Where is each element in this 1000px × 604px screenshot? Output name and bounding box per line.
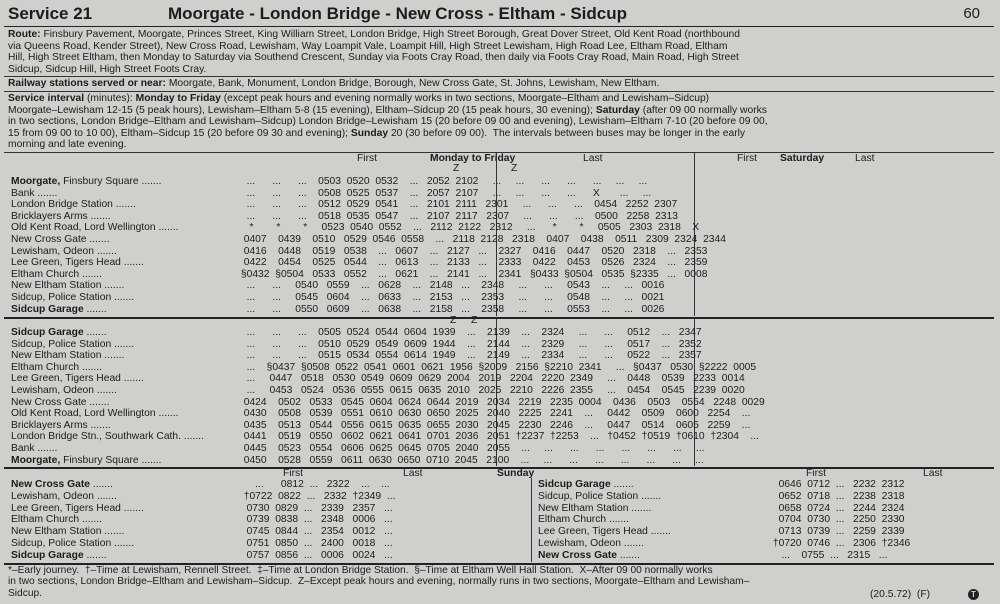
stop-name — [11, 431, 204, 443]
leader-dots: ....... — [94, 245, 117, 257]
transport-logo: T — [968, 589, 979, 600]
time-row: 0424 0502 0533 0545 0604 0624 0644 2019 2034 2219 2235 0004 0436 0503 0554 2248 0029 — [238, 396, 765, 408]
stop-name — [11, 397, 109, 409]
leader-dots: ....... — [83, 327, 107, 338]
stop-name — [11, 526, 124, 538]
leader-dots: ....... — [155, 222, 179, 234]
time-row: ... ... ... 0505 0524 0544 0604 1939 ... 2139 ... 2324 ... ... 0512 ... 2347 — [238, 327, 702, 338]
stop-label: London Bridge Stn., Southwark Cath. — [11, 431, 182, 443]
time-row: ... §0437 §0508 0522 0541 0601 0621 1956 §2009 2156 §2210 2341 ... §0437 0530 §2222 0005 — [238, 361, 757, 373]
stop-name — [11, 385, 117, 397]
stop-name — [538, 538, 644, 550]
stop-label: Eltham Church — [11, 514, 80, 526]
time-row: ... 0453 0524 0536 0555 0615 0635 2010 2025 2210 2226 2355 ... 0454 0545 2239 0020 — [238, 385, 745, 396]
stop-name — [11, 420, 111, 432]
stop-name — [11, 269, 102, 281]
service-interval: Service interval (minutes): Monday to Friday (except peak hours and evening normally works in two sections, Moorgate–Eltham and Lewisham–Sidcup) Moorgate–Lewisham 12-15 (5 peak hours), Lewisham–Eltham 5-8 (15 evening), Eltham–Sidcup 20 (15 peak hours, 30 evening); Saturday (after 09 00 normally works in two sections, London Bridge–Eltham and Lewisham–Sidcup) London Bridge–Lewisham 15 (20 before 09 00 and evening), Lewisham–Eltham 7-10 (20 before 09 00, 15 from 09 00 to 10 00), Eltham–Sidcup 15 (20 before 09 30 and evening); Sunday 20 (30 before 09 00). The intervals between buses may be longer in the early morning and late evening. — [8, 93, 768, 151]
time-row: 0430 0508 0539 0551 0610 0630 0650 2025 2040 2225 2241 ... 0442 0509 0600 2254 ... — [238, 408, 751, 420]
time-row: 0450 0528 0559 0611 0630 0650 0710 2045 2100 ... ... ... ... ... ... ... ... — [238, 454, 704, 466]
service-number: Service 21 — [8, 4, 93, 23]
stop-label: New Eltham Station — [538, 502, 629, 514]
stop-name — [11, 373, 144, 385]
page-number: 60 — [963, 5, 980, 22]
stop-label: Lewisham, Odeon — [538, 538, 621, 549]
leader-dots: ....... — [112, 199, 136, 211]
stop-name — [11, 222, 179, 234]
column-divider — [531, 478, 532, 562]
stop-name — [11, 188, 57, 200]
time-row: ... 0755 ... 2315 ... — [770, 549, 888, 561]
time-row: ... 0447 0518 0530 0549 0609 0629 2004 2019 2204 2220 2349 ... 0448 0539 2233 0014 — [238, 373, 745, 385]
stop-name — [11, 292, 134, 304]
sunday-first-heading: First — [806, 468, 827, 479]
leader-dots: ....... — [94, 490, 117, 502]
stop-name — [11, 304, 107, 316]
stop-name — [538, 550, 640, 562]
stop-name — [11, 455, 162, 467]
leader-dots: ....... — [34, 187, 58, 199]
sunday-last-heading: Last — [403, 468, 423, 479]
time-row: 0757 0856 ... 0006 0024 ... — [238, 549, 393, 561]
time-row: 0407 0439 0510 0529 0546 0558 ... 2118 2128 2318 0407 0438 0511 2309 2324 2344 — [238, 234, 726, 245]
first-heading: First — [737, 153, 758, 164]
stop-name — [11, 327, 107, 339]
stop-label: Bricklayers Arms — [11, 419, 88, 431]
stop-suffix: Finsbury Square — [60, 454, 139, 466]
leader-dots: ....... — [647, 526, 671, 538]
leader-dots: ....... — [111, 338, 135, 350]
railway-stations: Railway stations served or near: Moorgate, Bank, Monument, London Bridge, Borough, New Cross Gate, St. Johns, Lewisham, New Eltham. — [8, 78, 660, 89]
stop-label: Sidcup, Police Station — [11, 292, 112, 303]
stop-name — [11, 211, 111, 223]
leader-dots: ....... — [83, 549, 107, 561]
stop-label: Lee Green, Tigers Head — [11, 257, 121, 269]
stop-name — [538, 479, 634, 491]
date-code: (20.5.72) (F) — [870, 589, 931, 600]
route-description: Route: Finsbury Pavement, Moorgate, Princes Street, King William Street, London Bridge, High Street Borough, Great Dover Street, Old Kent Road (northbound via Queens Road, Kender Street), New Cross Road, Lewisham, Way Loampit Vale, Loampit Hill, High Street Lewisham, High Road Lee, Eltham Road, Eltham Hill, High Street Eltham, then Monday to Saturday via Southend Crescent, Sunday via Foots Cray Road, then daily via Foots Cray Road, Main Road, High Street Sidcup, Sidcup Hill, High Street Foots Cray. — [8, 29, 741, 75]
divider — [4, 317, 994, 319]
stop-name — [11, 514, 102, 526]
stop-name — [11, 350, 124, 362]
time-row: 0422 0454 0525 0544 ... 0613 ... 2133 ... 2333 0422 0453 0526 2324 ... 2359 — [238, 257, 708, 269]
stop-label: Bank — [11, 443, 35, 454]
leader-dots: ....... — [181, 431, 204, 443]
stop-name — [11, 538, 134, 550]
stop-label: Bricklayers Arms — [11, 210, 88, 222]
stop-label: Old Kent Road, Lord Wellington — [11, 222, 156, 234]
stop-name — [538, 526, 671, 538]
divider — [4, 91, 994, 92]
z-mark: Z — [471, 315, 478, 326]
stop-label: New Cross Gate — [538, 549, 617, 561]
saturday-heading: Saturday — [780, 153, 825, 164]
stop-label: Eltham Church — [11, 361, 80, 373]
leader-dots: ....... — [120, 373, 144, 385]
leader-dots: ....... — [120, 257, 144, 269]
time-row: 0441 0519 0550 0602 0621 0641 0701 2036 2051 †2237 †2253 ... †0452 †0519 †0610 †2304 ... — [238, 431, 759, 443]
time-row: ... ... 0540 0559 ... 0628 ... 2148 ... 2348 ... ... 0543 ... ... 0016 — [238, 280, 665, 292]
sunday-heading: Sunday — [497, 468, 535, 479]
time-row: 0745 0844 ... 2354 0012 ... — [238, 526, 393, 538]
time-row: ... ... 0545 0604 ... 0633 ... 2153 ... 2353 ... ... 0548 ... ... 0021 — [238, 292, 665, 303]
time-row: §0432 §0504 0533 0552 ... 0621 ... 2141 ... 2341 §0433 §0504 0535 §2335 ... 0008 — [238, 268, 708, 280]
stop-label: London Bridge Station — [11, 199, 113, 211]
stop-label: Sidcup Garage — [11, 303, 84, 315]
footnote-line: in two sections, London Bridge–Eltham and Lewisham–Sidcup. Z–Except peak hours and evening, normally runs in two sections, Moorgate–Eltham and Lewisham– — [8, 576, 750, 588]
leader-dots: ....... — [89, 479, 113, 490]
time-row: 0739 0838 ... 2348 0006 ... — [238, 514, 393, 526]
stop-label: Eltham Church — [11, 268, 80, 280]
stop-label: Sidcup, Police Station — [11, 338, 112, 350]
stop-name — [11, 443, 57, 455]
leader-dots: ....... — [83, 303, 107, 315]
leader-dots: ....... — [86, 234, 110, 245]
stop-label: Lee Green, Tigers Head — [11, 373, 121, 385]
monday-friday-heading: Monday to Friday — [430, 153, 516, 164]
stop-label: New Eltham Station — [11, 526, 102, 538]
time-row: 0730 0829 ... 2339 2357 ... — [238, 502, 393, 514]
leader-dots: ....... — [111, 292, 135, 303]
sunday-last-heading: Last — [923, 468, 943, 479]
time-row: ... ... ... 0508 0525 0537 ... 2057 2107 ... ... ... ... X ... ... — [238, 187, 652, 199]
footnote-line: Sidcup. — [8, 587, 42, 599]
stop-name — [11, 408, 179, 420]
last-heading: Last — [583, 153, 603, 164]
leader-dots: ....... — [138, 176, 162, 187]
first-heading: First — [357, 153, 378, 164]
stop-label: Lewisham, Odeon — [11, 385, 94, 396]
leader-dots: ....... — [638, 490, 662, 502]
stop-name — [538, 491, 661, 503]
time-row: ... ... 0550 0609 ... 0638 ... 2158 ... 2358 ... ... 0553 ... ... 0026 — [238, 303, 665, 315]
stop-label: New Eltham Station — [11, 350, 102, 362]
time-row: ... ... ... 0518 0535 0547 ... 2107 2117 2307 ... ... ... 0500 2258 2313 — [238, 210, 678, 222]
stop-label: Old Kent Road, Lord Wellington — [11, 408, 156, 420]
leader-dots: ....... — [79, 514, 102, 526]
leader-dots: ....... — [79, 361, 102, 373]
leader-dots: ....... — [628, 502, 652, 514]
leader-dots: ....... — [155, 408, 179, 420]
stop-label: Sidcup Garage — [538, 479, 611, 490]
stop-label: Bank — [11, 187, 35, 199]
time-row: ... ... ... 0510 0529 0549 0609 1944 ... 2144 ... 2329 ... ... 0517 ... 2352 — [238, 338, 702, 350]
time-row: †0722 0822 ... 2332 †2349 ... — [238, 490, 396, 502]
time-row: 0416 0448 0519 0538 ... 0607 ... 2127 ... 2327 0416 0447 0520 2318 ... 2353 — [238, 245, 708, 257]
route-title: Moorgate - London Bridge - New Cross - Eltham - Sidcup — [168, 4, 628, 23]
stop-label: Lee Green, Tigers Head — [538, 526, 648, 538]
leader-dots: ....... — [101, 280, 125, 292]
time-row: 0713 0739 ... 2259 2339 — [770, 526, 905, 538]
stop-name — [11, 234, 109, 246]
z-mark: Z — [511, 163, 518, 174]
time-row: †0720 0746 ... 2306 †2346 — [770, 538, 911, 549]
leader-dots: ....... — [610, 479, 634, 490]
divider — [4, 76, 994, 77]
stop-name — [11, 257, 144, 269]
time-row: ... 0812 ... 2322 ... ... — [238, 479, 390, 490]
stop-label: Lewisham, Odeon — [11, 245, 94, 257]
time-row: 0646 0712 ... 2232 2312 — [770, 479, 905, 490]
stop-label: Eltham Church — [538, 514, 607, 526]
stop-name — [538, 514, 629, 526]
stop-name — [11, 246, 117, 258]
time-row: 0704 0730 ... 2250 2330 — [770, 514, 905, 526]
time-row: 0445 0523 0554 0606 0625 0645 0705 2040 2055 ... ... ... ... ... ... ... ... — [238, 443, 705, 454]
footnote-line: *–Early journey. †–Time at Lewisham, Rennell Street. ‡–Time at London Bridge Station. §–Time at Eltham Well Hall Station. X–After 09 00 normally works — [8, 565, 713, 576]
page-header — [4, 4, 994, 27]
leader-dots: ....... — [34, 443, 58, 454]
sunday-first-heading: First — [283, 468, 304, 479]
stop-label: New Cross Gate — [11, 396, 87, 408]
stop-label: Sidcup Garage — [11, 549, 84, 561]
stop-name — [11, 339, 134, 351]
time-row: ... ... ... 0515 0534 0554 0614 1949 ... 2149 ... 2334 ... ... 0522 ... 2357 — [238, 350, 702, 362]
stop-name — [11, 176, 162, 188]
stop-name — [538, 503, 651, 515]
z-mark: Z — [453, 163, 460, 174]
leader-dots: ....... — [87, 210, 111, 222]
stop-label: Lee Green, Tigers Head — [11, 502, 121, 514]
time-row: ... ... ... 0503 0520 0532 ... 2052 2102 ... ... ... ... ... ... ... — [238, 176, 648, 187]
leader-dots: ....... — [79, 268, 102, 280]
time-row: ... ... ... 0512 0529 0541 ... 2101 2111 2301 ... ... ... 0454 2252 2307 — [238, 199, 678, 211]
leader-dots: ....... — [606, 514, 629, 526]
stop-label: Lewisham, Odeon — [11, 490, 94, 502]
time-row: 0658 0724 ... 2244 2324 — [770, 502, 905, 514]
leader-dots: ....... — [120, 502, 144, 514]
time-row: 0751 0850 ... 2400 0018 ... — [238, 538, 393, 549]
stop-name — [11, 491, 117, 503]
stop-label: Sidcup, Police Station — [11, 538, 112, 549]
leader-dots: ....... — [621, 538, 644, 549]
stop-label: Sidcup Garage — [11, 327, 84, 338]
stop-name — [11, 503, 144, 515]
z-mark: Z — [450, 315, 457, 326]
leader-dots: ....... — [616, 549, 640, 561]
last-heading: Last — [855, 153, 875, 164]
leader-dots: ....... — [101, 350, 125, 362]
leader-dots: ....... — [86, 396, 110, 408]
stop-suffix: Finsbury Square — [60, 176, 139, 187]
leader-dots: ....... — [94, 385, 117, 396]
stop-label: Sidcup, Police Station — [538, 490, 639, 502]
stop-name — [11, 280, 124, 292]
time-row: 0435 0513 0544 0556 0615 0635 0655 2030 2045 2230 2246 ... 0447 0514 0605 2259 ... — [238, 419, 751, 431]
stop-label: Moorgate, — [11, 454, 61, 466]
stop-label: Moorgate, — [11, 176, 61, 187]
stop-label: New Cross Gate — [11, 234, 87, 245]
leader-dots: ....... — [101, 526, 125, 538]
stop-name — [11, 199, 136, 211]
leader-dots: ....... — [138, 454, 162, 466]
stop-label: New Eltham Station — [11, 280, 102, 292]
stop-label: New Cross Gate — [11, 479, 90, 490]
stop-name — [11, 479, 113, 491]
time-row: 0652 0718 ... 2238 2318 — [770, 490, 905, 502]
leader-dots: ....... — [87, 419, 111, 431]
time-row: * * * 0523 0540 0552 ... 2112 2122 2312 ... * * 0505 2303 2318 X — [238, 222, 700, 234]
stop-name — [11, 362, 102, 374]
stop-name — [11, 550, 107, 562]
leader-dots: ....... — [111, 538, 135, 549]
